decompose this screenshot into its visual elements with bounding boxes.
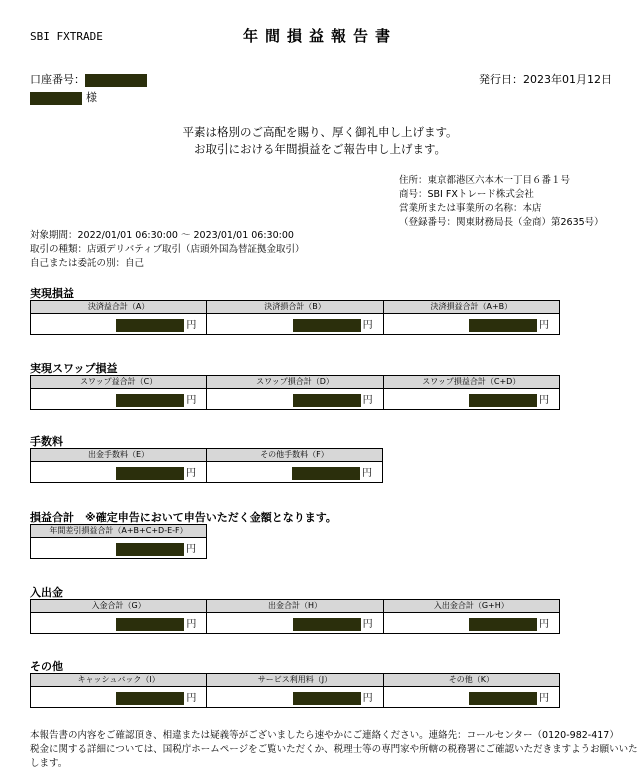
report-meta (30, 229, 304, 271)
col-header: スワップ益合計（C） (31, 376, 207, 389)
redacted-value (116, 692, 184, 705)
yen-unit: 円 (539, 320, 549, 332)
yen-unit: 円 (186, 395, 197, 407)
yen-unit: 円 (186, 619, 197, 631)
col-header: 決済損合計（B） (207, 301, 383, 314)
footer-line: 税金に関する詳細については、国税庁ホームページをご覧いただくか、税理士等の専門家や所轄の税務署にご確認いただきますようお願いいた (30, 744, 638, 755)
company-address: 住所：東京都港区六本木一丁目６番１号 (399, 175, 571, 186)
account-number-label: 口座番号： (30, 73, 85, 86)
value-cell (31, 538, 207, 559)
yen-unit: 円 (186, 320, 197, 332)
yen-unit: 円 (186, 468, 196, 480)
account-number (30, 71, 147, 87)
redacted-value (293, 692, 361, 705)
value-cell (207, 687, 383, 708)
value-cell (31, 462, 207, 483)
account-holder (30, 89, 97, 105)
value-cell (207, 389, 383, 410)
col-header: スワップ損益合計（C+D） (383, 376, 559, 389)
transaction-type: 取引の種類：店頭デリバティブ取引（店頭外国為替証拠金取引） (30, 244, 305, 255)
value-cell (207, 462, 383, 483)
yen-unit: 円 (362, 395, 373, 407)
col-header: その他（K） (383, 674, 559, 687)
redacted-value (469, 692, 537, 705)
company-info (399, 174, 604, 230)
section-title-swap: 実現スワップ損益 (30, 362, 118, 375)
total-pnl-table (30, 524, 207, 559)
redacted-value (469, 394, 537, 407)
redacted-value (469, 319, 537, 332)
redacted-value (293, 319, 361, 332)
value-cell (383, 314, 559, 335)
yen-unit: 円 (539, 693, 549, 705)
footer-line: 本報告書の内容をご確認頂き、相違または疑義等がございましたら速やかにご連絡ください。連絡先：コールセンター（0120-982-417） (30, 730, 619, 741)
honorific: 様 (86, 91, 97, 104)
col-header: 入金合計（G） (31, 600, 207, 613)
col-header: その他手数料（F） (207, 449, 383, 462)
value-cell (207, 314, 383, 335)
col-header: 出金手数料（E） (31, 449, 207, 462)
redacted-value (116, 618, 184, 631)
value-cell (31, 314, 207, 335)
redacted-value (293, 618, 361, 631)
redacted-value (116, 319, 184, 332)
yen-unit: 円 (539, 619, 549, 631)
yen-unit: 円 (362, 619, 373, 631)
other-table (30, 673, 560, 708)
value-cell (383, 389, 559, 410)
value-cell (31, 613, 207, 634)
redacted-value (116, 467, 184, 480)
yen-unit: 円 (362, 320, 373, 332)
section-title-fees: 手数料 (30, 435, 63, 448)
issue-date: 発行日：2023年01月12日 (479, 73, 612, 86)
value-cell (31, 389, 207, 410)
deposit-withdrawal-table (30, 599, 560, 634)
brand-name: SBI FXTRADE (30, 30, 103, 43)
col-header: キャッシュバック（I） (31, 674, 207, 687)
yen-unit: 円 (362, 693, 373, 705)
section-title-realized: 実現損益 (30, 287, 74, 300)
footer-line: します。 (30, 758, 68, 769)
fees-table (30, 448, 383, 483)
col-header: 決済益合計（A） (31, 301, 207, 314)
redacted-holder-name (30, 92, 82, 105)
company-name: 商号：SBI FXトレード株式会社 (399, 189, 534, 200)
swap-pnl-table (30, 375, 560, 410)
greeting (0, 124, 640, 158)
col-header: 出金合計（H） (207, 600, 383, 613)
redacted-value (292, 467, 360, 480)
section-title-total: 損益合計 ※確定申告において申告いただく金額となります。 (30, 511, 337, 524)
report-title: 年間損益報告書 (242, 27, 397, 45)
greeting-line: 平素は格別のご高配を賜り、厚く御礼申し上げます。 (182, 125, 458, 139)
realized-pnl-table (30, 300, 560, 335)
yen-unit: 円 (362, 468, 372, 480)
value-cell (31, 687, 207, 708)
greeting-line: お取引における年間損益をご報告申し上げます。 (193, 142, 447, 156)
footer-notes (30, 729, 638, 771)
value-cell (383, 613, 559, 634)
section-title-deposit: 入出金 (30, 586, 63, 599)
yen-unit: 円 (186, 544, 196, 556)
col-header: 決済損益合計（A+B） (383, 301, 559, 314)
col-header: 年間差引損益合計（A+B+C+D-E-F） (31, 525, 207, 538)
redacted-value (469, 618, 537, 631)
col-header: サービス利用料（J） (207, 674, 383, 687)
redacted-value (293, 394, 361, 407)
col-header: 入出金合計（G+H） (383, 600, 559, 613)
target-period: 対象期間：2022/01/01 06:30:00 ～ 2023/01/01 06:30:00 (30, 230, 294, 241)
redacted-value (116, 543, 184, 556)
yen-unit: 円 (539, 395, 549, 407)
redacted-value (116, 394, 184, 407)
company-office: 営業所または事業所の名称：本店 (399, 203, 542, 214)
redacted-account-number (85, 74, 147, 87)
col-header: スワップ損合計（D） (207, 376, 383, 389)
company-registration: （登録番号：関東財務局長（金商）第2635号） (399, 217, 604, 228)
value-cell (207, 613, 383, 634)
self-or-consignment: 自己または委託の別：自己 (30, 258, 145, 269)
yen-unit: 円 (186, 693, 197, 705)
value-cell (383, 687, 559, 708)
section-title-other: その他 (30, 660, 63, 673)
